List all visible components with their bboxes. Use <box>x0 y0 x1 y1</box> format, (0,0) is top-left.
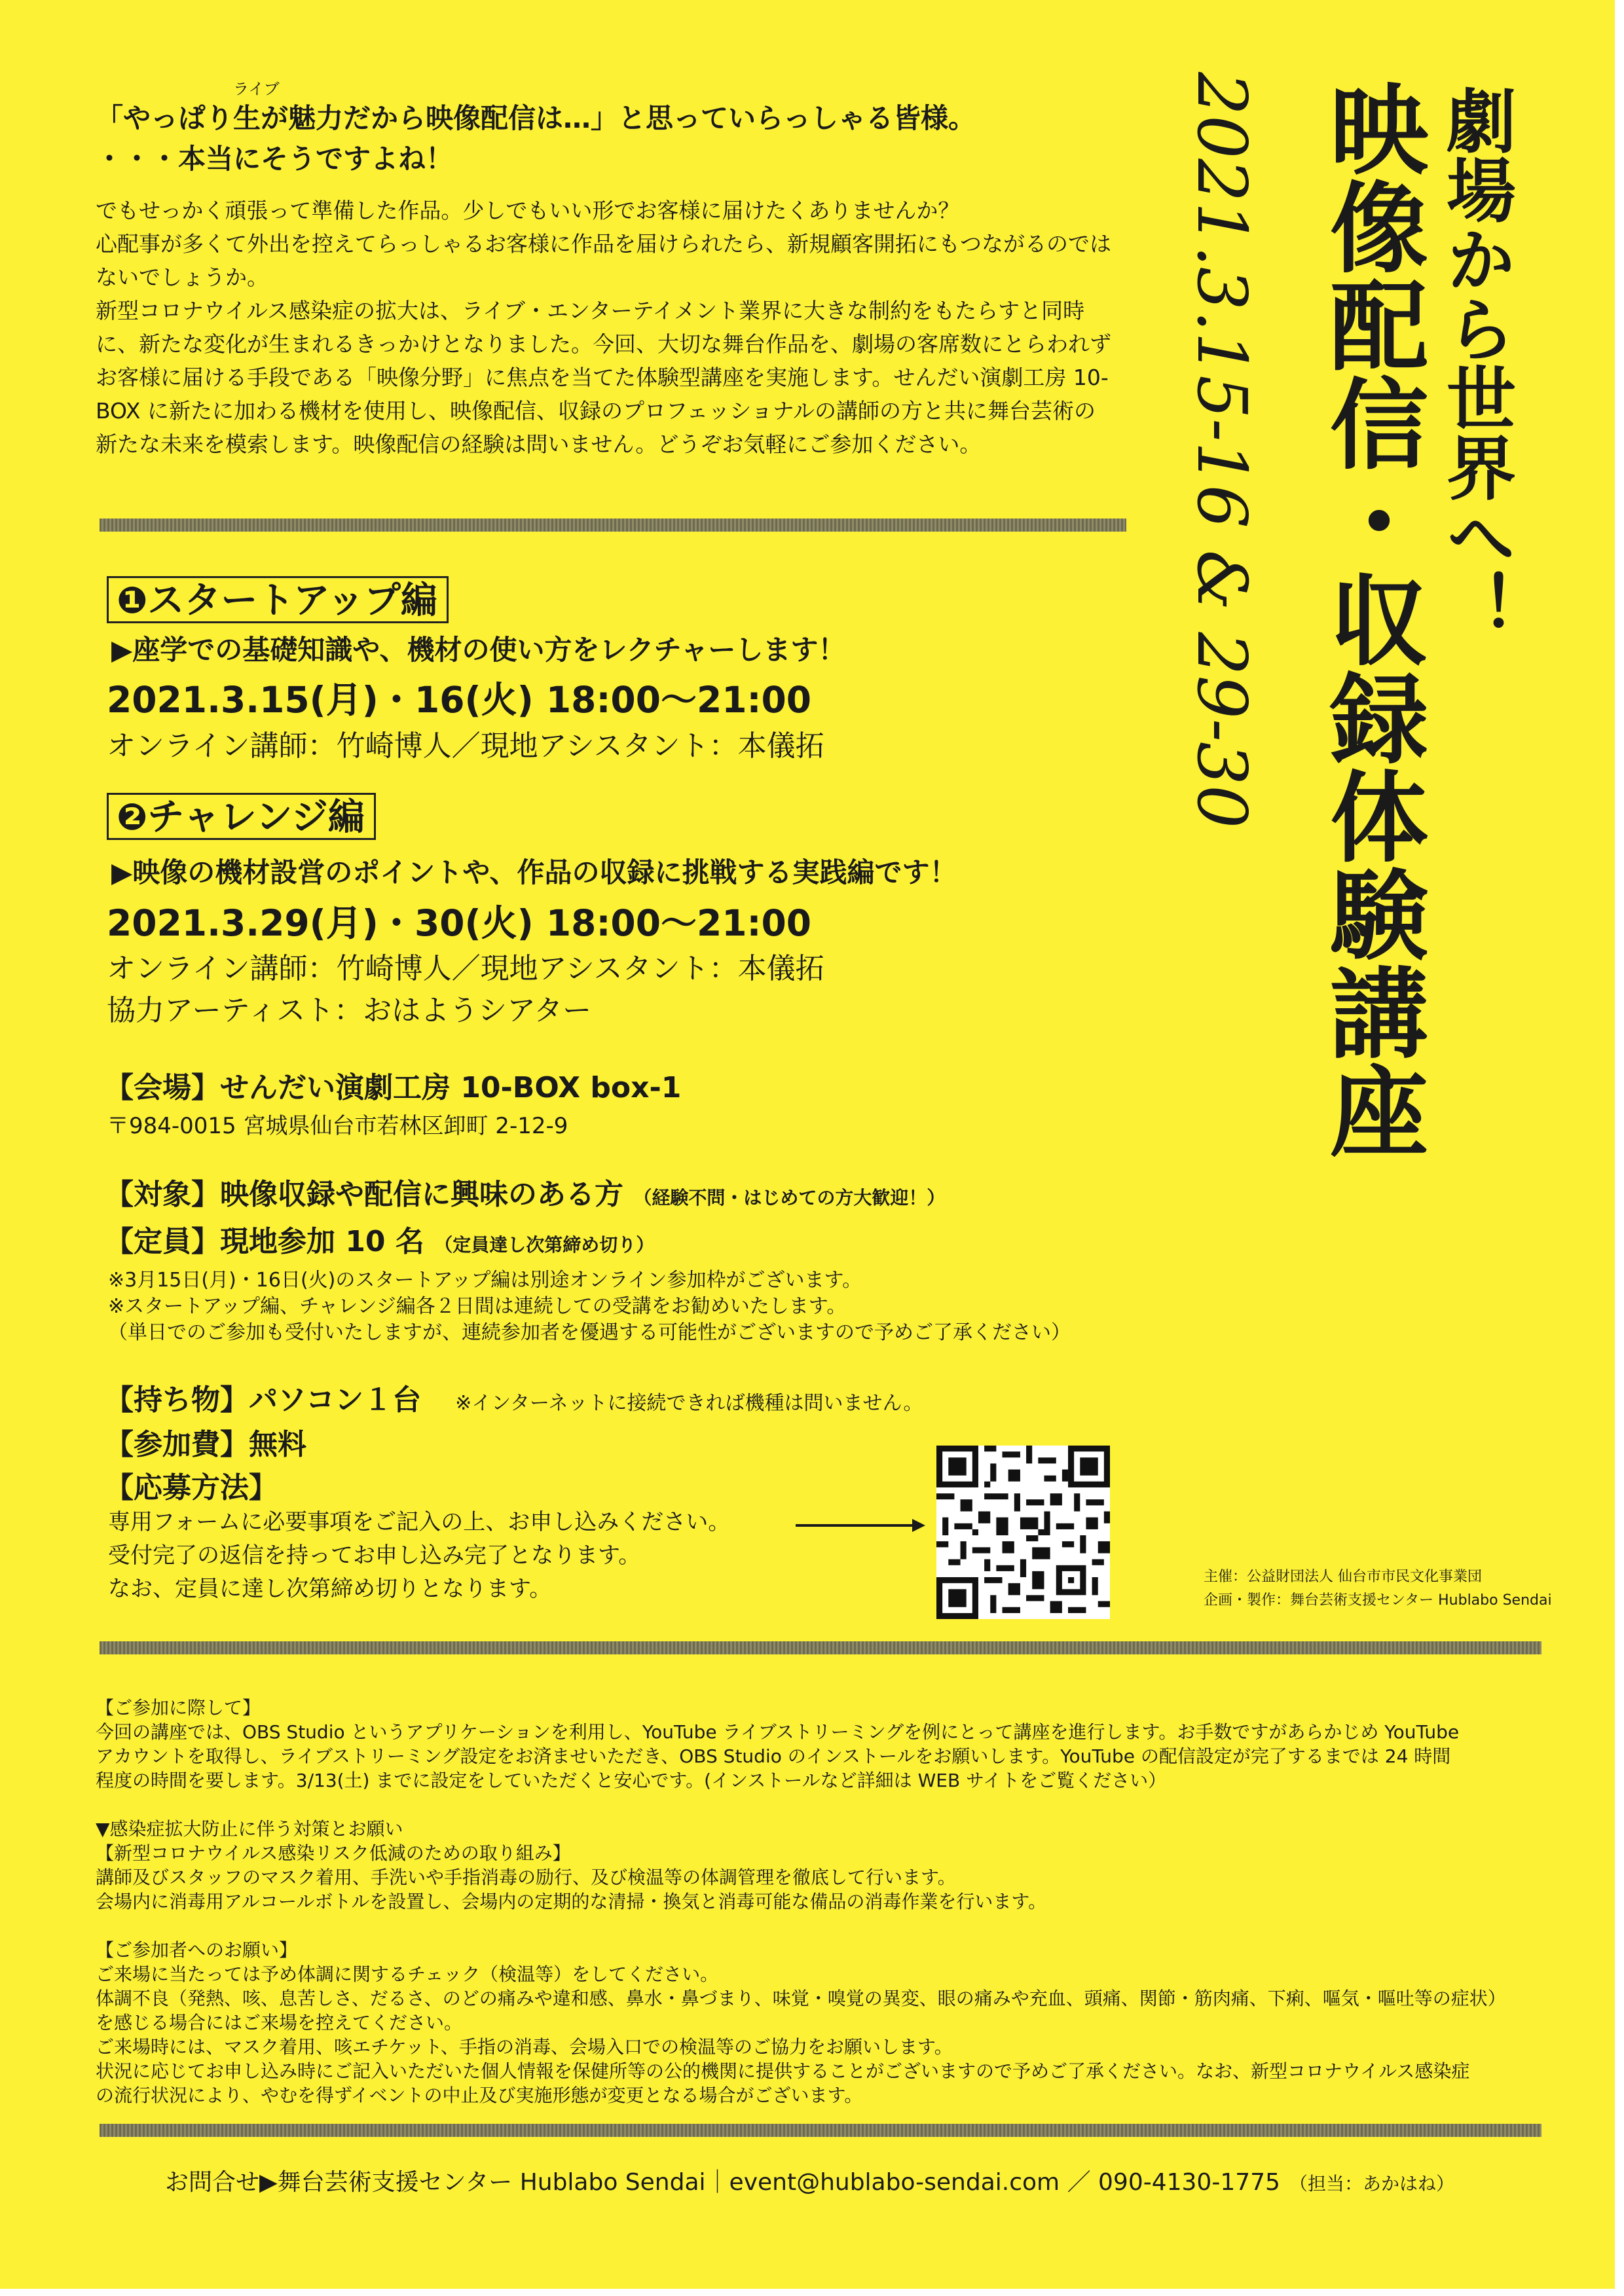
requests-heading: 【ご参加者へのお願い】 <box>96 1939 298 1961</box>
items-label: 【持ち物】パソコン１台 ※インターネットに接続できれば機種は問いません。 <box>105 1383 923 1417</box>
course2-artist: 協力アーティスト：おはようシアター <box>107 994 592 1027</box>
contact-footer: お問合せ▶舞台芸術支援センター Hublabo Sendai｜event@hublabo-sendai.com ／ 090-4130-1775 （担当：あかはね） <box>165 2169 1454 2196</box>
course2-desc: ▶映像の機材設営のポイントや、作品の収録に挑戦する実践編です！ <box>111 856 957 888</box>
course1-tag: ❶スタートアップ編 <box>107 576 449 623</box>
qr-code-icon <box>936 1446 1110 1619</box>
arrow-right-icon <box>796 1516 927 1535</box>
course2-tag: ❷チャレンジ編 <box>107 793 376 840</box>
capacity-note: （定員達し次第締め切り） <box>434 1234 655 1256</box>
ruby-live: 生 ライブ <box>233 80 280 134</box>
course1-desc: ▶座学での基礎知識や、機材の使い方をレクチャーします！ <box>111 634 846 666</box>
course2-date: 2021.3.29(月)・30(火) 18:00〜21:00 <box>107 902 812 944</box>
fee-label: 【参加費】無料 <box>105 1428 306 1461</box>
bottom-info: 【ご参加に際して】 今回の講座では、OBS Studio というアプリケーションを利用し、YouTube ライブストリーミングを例にとって講座を進行します。お手数ですがあらかじめ YouTube アカウントを取得し、ライブストリーミング設定をお済ませいただき、OBS Studio のインストールをお願いします。YouTube の配信設定が完了するまでは 24 時間 程度の時間を要します。3/13(土) までに設定をしていただくと安心です。(インストールなど詳細は WEB サイトをご覧ください） ▼感染症拡大防止に伴う対策とお願い 【新型コロナウイルス感染リスク低減のための取り組み】 講師及びスタッフのマスク着用、手洗いや手指消毒の励行、及び検温等の体調管理を徹底して行います。 会場内に消毒用アルコールボトルを設置し、会場内の定期的な清掃・換気と消毒可能な備品の消毒作業を行います。 【ご参加者へのお願い】 ご来場に当たっては予め体調に関するチェック（検温等）をしてください。 体調不良（発熱、咳、息苦しさ、だるさ、のどの痛みや違和感、鼻水・鼻づまり、味覚・嗅覚の異変、眼の痛みや充血、頭痛、関節・筋肉痛、下痢、嘔気・嘔吐等の症状） を感じる場合にはご来場を控えてください。 ご来場時には、マスク着用、咳エチケット、手指の消毒、会場入口での検温等のご協力をお願いします。 状況に応じてお申し込み時にご記入いただいた個人情報を保健所等の公的機関に提供することがございますので予めご了承ください。なお、新型コロナウイルス感染症 の流行状況により、やむを得ずイベントの中止及び実施形態が変更となる場合がございます。 <box>96 1696 1556 2107</box>
capacity-label: 【定員】現地参加 10 名 （定員達し次第締め切り） <box>105 1225 655 1258</box>
intro-lead: 「やっぱり生 ライブ が魅力だから映像配信は…」と思っていらっしゃる皆様。 <box>96 98 976 139</box>
course2-staff: オンライン講師：竹崎博人／現地アシスタント：本儀拓 <box>107 952 824 985</box>
title-dates: 2021.3.15-16 & 29-30 <box>1182 72 1262 829</box>
venue-label: 【会場】せんだい演劇工房 10-BOX box-1 <box>105 1071 682 1104</box>
host-credit: 主催：公益財団法人 仙台市市民文化事業団 <box>1204 1569 1482 1585</box>
title-line1: 劇場から世界へ！ <box>1435 85 1517 640</box>
participation-heading: 【ご参加に際して】 <box>96 1697 261 1719</box>
qr-code[interactable] <box>936 1446 1110 1619</box>
course1-date: 2021.3.15(月)・16(火) 18:00〜21:00 <box>107 679 812 721</box>
intro-lead-2: ・・・本当にそうですよね！ <box>96 143 454 175</box>
planning-credit: 企画・製作：舞台芸術支援センター Hublabo Sendai <box>1204 1592 1552 1609</box>
application-label: 【応募方法】 <box>105 1471 278 1504</box>
intro-paragraph: 心配事が多くて外出を控えてらっしゃるお客様に作品を届けられたら、新規顧客開拓にもつながるのではないでしょうか。 <box>96 231 1111 290</box>
target-label: 【対象】映像収録や配信に興味のある方 （経験不問・はじめての方大歓迎！） <box>105 1178 946 1211</box>
course1-staff: オンライン講師：竹崎博人／現地アシスタント：本儀拓 <box>107 729 824 763</box>
divider <box>100 1641 1541 1654</box>
venue-address: 〒984-0015 宮城県仙台市若林区卸町 2-12-9 <box>107 1113 568 1139</box>
divider <box>100 2124 1541 2137</box>
contact-person: （担当：あかはね） <box>1289 2173 1454 2195</box>
target-note: （経験不問・はじめての方大歓迎！） <box>633 1187 946 1209</box>
application-text: 専用フォームに必要事項をご記入の上、お申し込みください。 受付完了の返信を持ってお申し込み完了となります。 なお、定員に達し次第締め切りとなります。 <box>108 1509 731 1602</box>
intro-paragraph: でもせっかく頑張って準備した作品。少しでもいい形でお客様に届けたくありませんか？ <box>96 198 960 223</box>
infection-heading: ▼感染症拡大防止に伴う対策とお願い <box>96 1818 403 1840</box>
title-line2: 映像配信・収録体験講座 <box>1313 79 1428 1159</box>
items-note: ※インターネットに接続できれば機種は問いません。 <box>455 1392 923 1415</box>
divider <box>100 519 1126 532</box>
intro-paragraph: 新型コロナウイルス感染症の拡大は、ライブ・エンターテイメント業界に大きな制約をもたらすと同時に、新たな変化が生まれるきっかけとなりました。今回、大切な舞台作品を、劇場の客席数にとらわれずお客様に届ける手段である「映像分野」に焦点を当てた体験型講座を実施します。せんだい演劇工房 10-BOX に新たに加わる機材を使用し、映像配信、収録のプロフェッショナルの講師の方と共に舞台芸術の新たな未来を模索します。映像配信の経験は問いません。どうぞお気軽にご参加ください。 <box>96 298 1111 457</box>
infection-subheading: 【新型コロナウイルス感染リスク低減のための取り組み】 <box>96 1842 571 1864</box>
intro-text <box>96 194 1117 461</box>
capacity-notes: ※3月15日(月)・16日(火)のスタートアップ編は別途オンライン参加枠がございます。 ※スタートアップ編、チャレンジ編各２日間は連続しての受講をお勧めいたします。 （単日でのご参加も受付いたしますが、連続参加者を優遇する可能性がございますので予めご了承ください） <box>108 1269 1071 1344</box>
